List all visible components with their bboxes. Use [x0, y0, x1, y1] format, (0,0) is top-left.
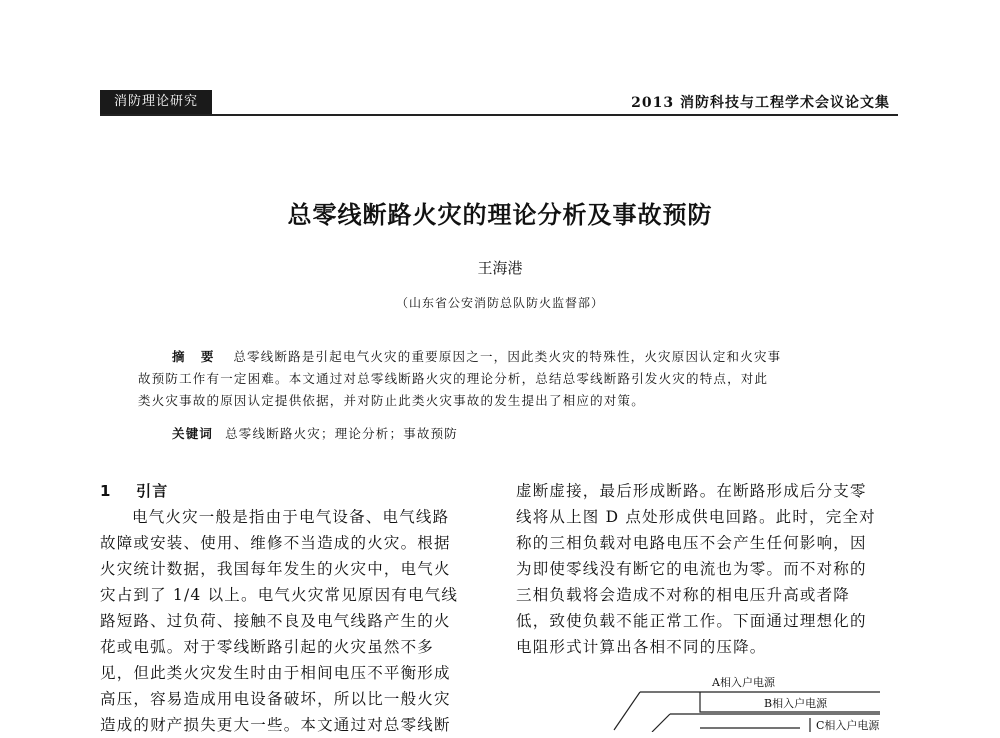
keywords: [172, 424, 458, 442]
paragraph-line: 电阻形式计算出各相不同的压降。: [516, 638, 767, 656]
paragraph-line: 花或电弧。对于零线断路引起的火灾虽然不多: [100, 638, 435, 656]
circuit-diagram: [600, 672, 900, 736]
paragraph-line: 虚断虚接，最后形成断路。在断路形成后分支零: [516, 482, 867, 500]
section-heading: [100, 478, 492, 504]
left-column: [100, 478, 492, 738]
paragraph-line: 见，但此类火灾发生时由于相间电压不平衡形成: [100, 664, 451, 682]
circuit-diagram-svg: [600, 672, 900, 732]
paragraph-line: 路短路、过负荷、接触不良及电气线路产生的火: [100, 612, 451, 630]
keywords-label: 关键词: [172, 426, 214, 441]
paragraph-line: 故障或安装、使用、维修不当造成的火灾。根据: [100, 534, 451, 552]
section-number: 1: [100, 482, 112, 500]
header-rule: [100, 114, 898, 116]
wire-phase-a-diagonal: [614, 692, 640, 730]
paragraph-line: 电气火灾一般是指由于电气设备、电气线路: [132, 508, 450, 526]
abstract-line-3: 类火灾事故的原因认定提供依据，并对防止此类火灾事故的发生提出了相应的对策。: [138, 393, 645, 408]
paragraph-line: 高压，容易造成用电设备破坏，所以比一般火灾: [100, 690, 451, 708]
right-column: [516, 478, 901, 660]
paragraph-line: 火灾统计数据，我国每年发生的火灾中，电气火: [100, 560, 451, 578]
label-phase-b: B相入户电源: [764, 697, 828, 710]
paper-title: 总零线断路火灾的理论分析及事故预防: [287, 200, 713, 229]
paper-affiliation: （山东省公安消防总队防火监督部）: [395, 296, 604, 310]
label-phase-a: A相入户电源: [712, 676, 775, 689]
paragraph-line: 造成的财产损失更大一些。本文通过对总零线断: [100, 716, 451, 734]
abstract-text: 总零线断路是引起电气火灾的重要原因之一，因此类火灾的特殊性，火灾原因认定和火灾事: [233, 349, 782, 364]
keywords-text: 总零线断路火灾；理论分析；事故预防: [225, 426, 459, 441]
paragraph-line: 为即使零线没有断它的电流也为零。而不对称的: [516, 560, 867, 578]
paragraph-line: 称的三相负载对电路电压不会产生任何影响，因: [516, 534, 867, 552]
paragraph-line: 三相负载将会造成不对称的相电压升高或者降: [516, 586, 851, 604]
label-phase-c: C相入户电源: [816, 719, 880, 732]
journal-header: 2013 消防科技与工程学术会议论文集: [631, 95, 890, 111]
paragraph-line: 线将从上图 D 点处形成供电回路。此时，完全对: [516, 508, 876, 526]
section-title: 引言: [136, 482, 169, 500]
paper-author: 王海港: [477, 259, 523, 277]
abstract-line-1: [138, 346, 858, 368]
abstract-label: 摘 要: [172, 349, 220, 364]
paragraph-line: 低，致使负载不能正常工作。下面通过理想化的: [516, 612, 867, 630]
wire-phase-b-diagonal: [652, 714, 670, 732]
abstract: [138, 346, 858, 412]
section-tag: 消防理论研究: [100, 90, 212, 114]
abstract-line-2: 故预防工作有一定困难。本文通过对总零线断路火灾的理论分析，总结总零线断路引发火灾的特点，对此: [138, 371, 769, 386]
paragraph-line: 灾占到了 1/4 以上。电气火灾常见原因有电气线: [100, 586, 459, 604]
